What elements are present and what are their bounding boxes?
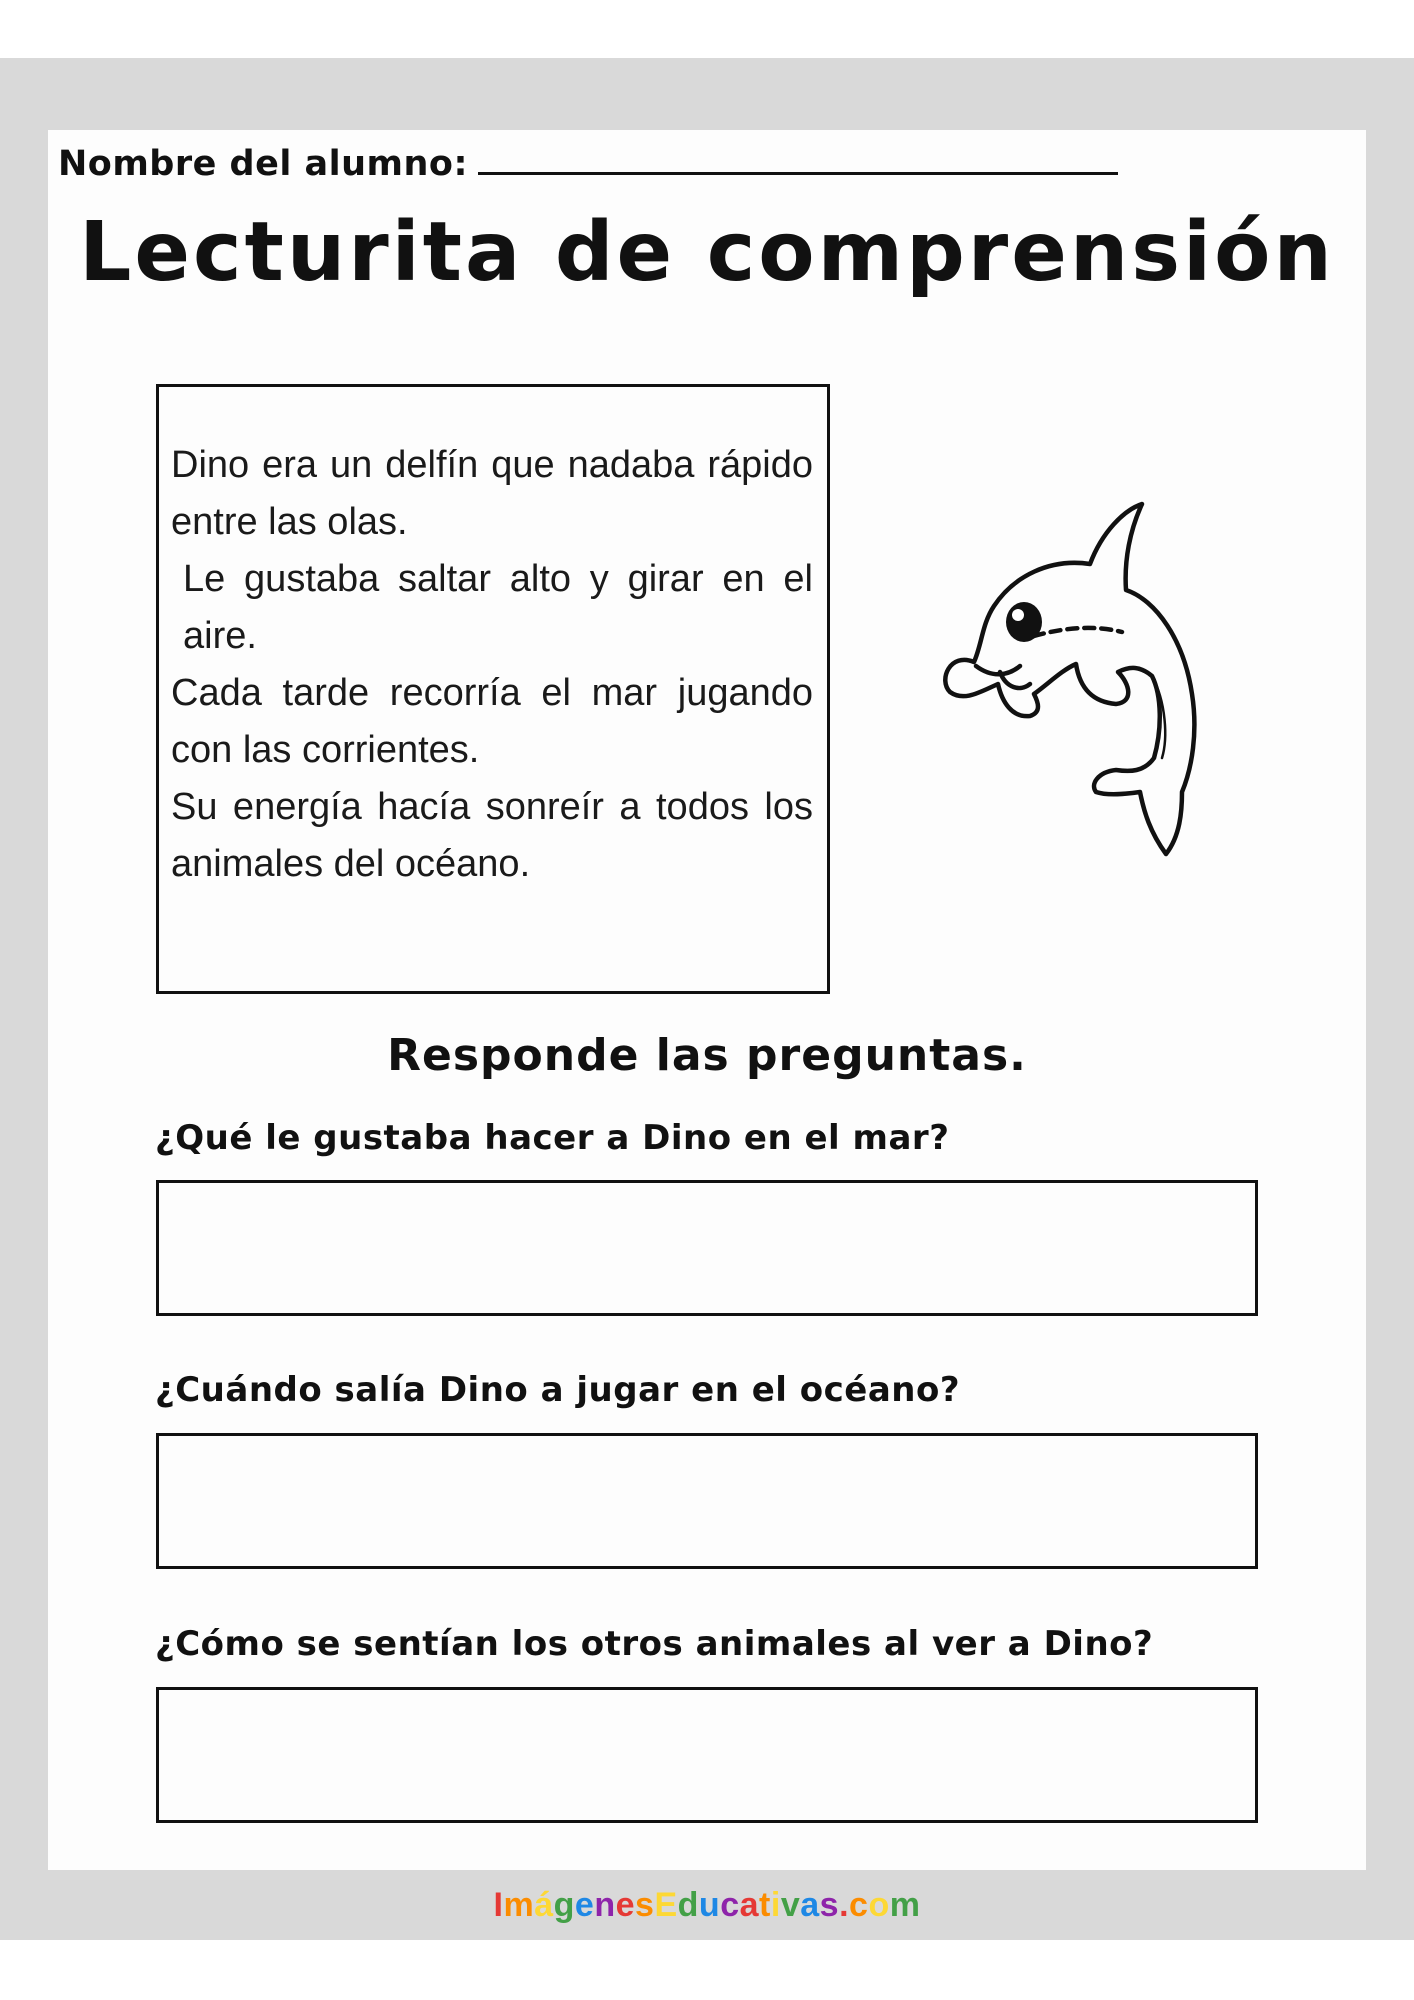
- question-1: ¿Qué le gustaba hacer a Dino en el mar?: [155, 1118, 950, 1158]
- questions-heading: Responde las preguntas.: [387, 1030, 1027, 1081]
- answer-box-3[interactable]: [156, 1687, 1258, 1823]
- answer-box-1[interactable]: [156, 1180, 1258, 1316]
- question-2: ¿Cuándo salía Dino a jugar en el océano?: [155, 1370, 961, 1410]
- dolphin-eye: [1006, 602, 1042, 642]
- question-3: ¿Cómo se sentían los otros animales al ver a Dino?: [155, 1624, 1154, 1664]
- dolphin-belly-line: [1034, 628, 1122, 636]
- dolphin-body: [945, 504, 1194, 854]
- story-paragraph: Su energía hacía sonreír a todos los animales del océano.: [171, 786, 813, 885]
- story-box: [156, 384, 830, 994]
- page-title: Lecturita de comprensión: [79, 205, 1335, 300]
- footer-website[interactable]: [0, 1886, 1414, 1925]
- student-name-line: [58, 144, 1118, 184]
- answer-box-2[interactable]: [156, 1433, 1258, 1569]
- dolphin-illustration: [930, 440, 1270, 880]
- story-paragraph: Cada tarde recorría el mar jugando con las corrientes.: [171, 672, 813, 771]
- story-paragraph: Dino era un delfín que nadaba rápido entre las olas.: [171, 444, 813, 543]
- footer-text: ImágenesEducativas.com: [493, 1886, 921, 1924]
- student-name-label: Nombre del alumno:: [58, 144, 468, 184]
- story-paragraph: Le gustaba saltar alto y girar en el aire.: [183, 558, 813, 657]
- student-name-blank[interactable]: [478, 144, 1118, 175]
